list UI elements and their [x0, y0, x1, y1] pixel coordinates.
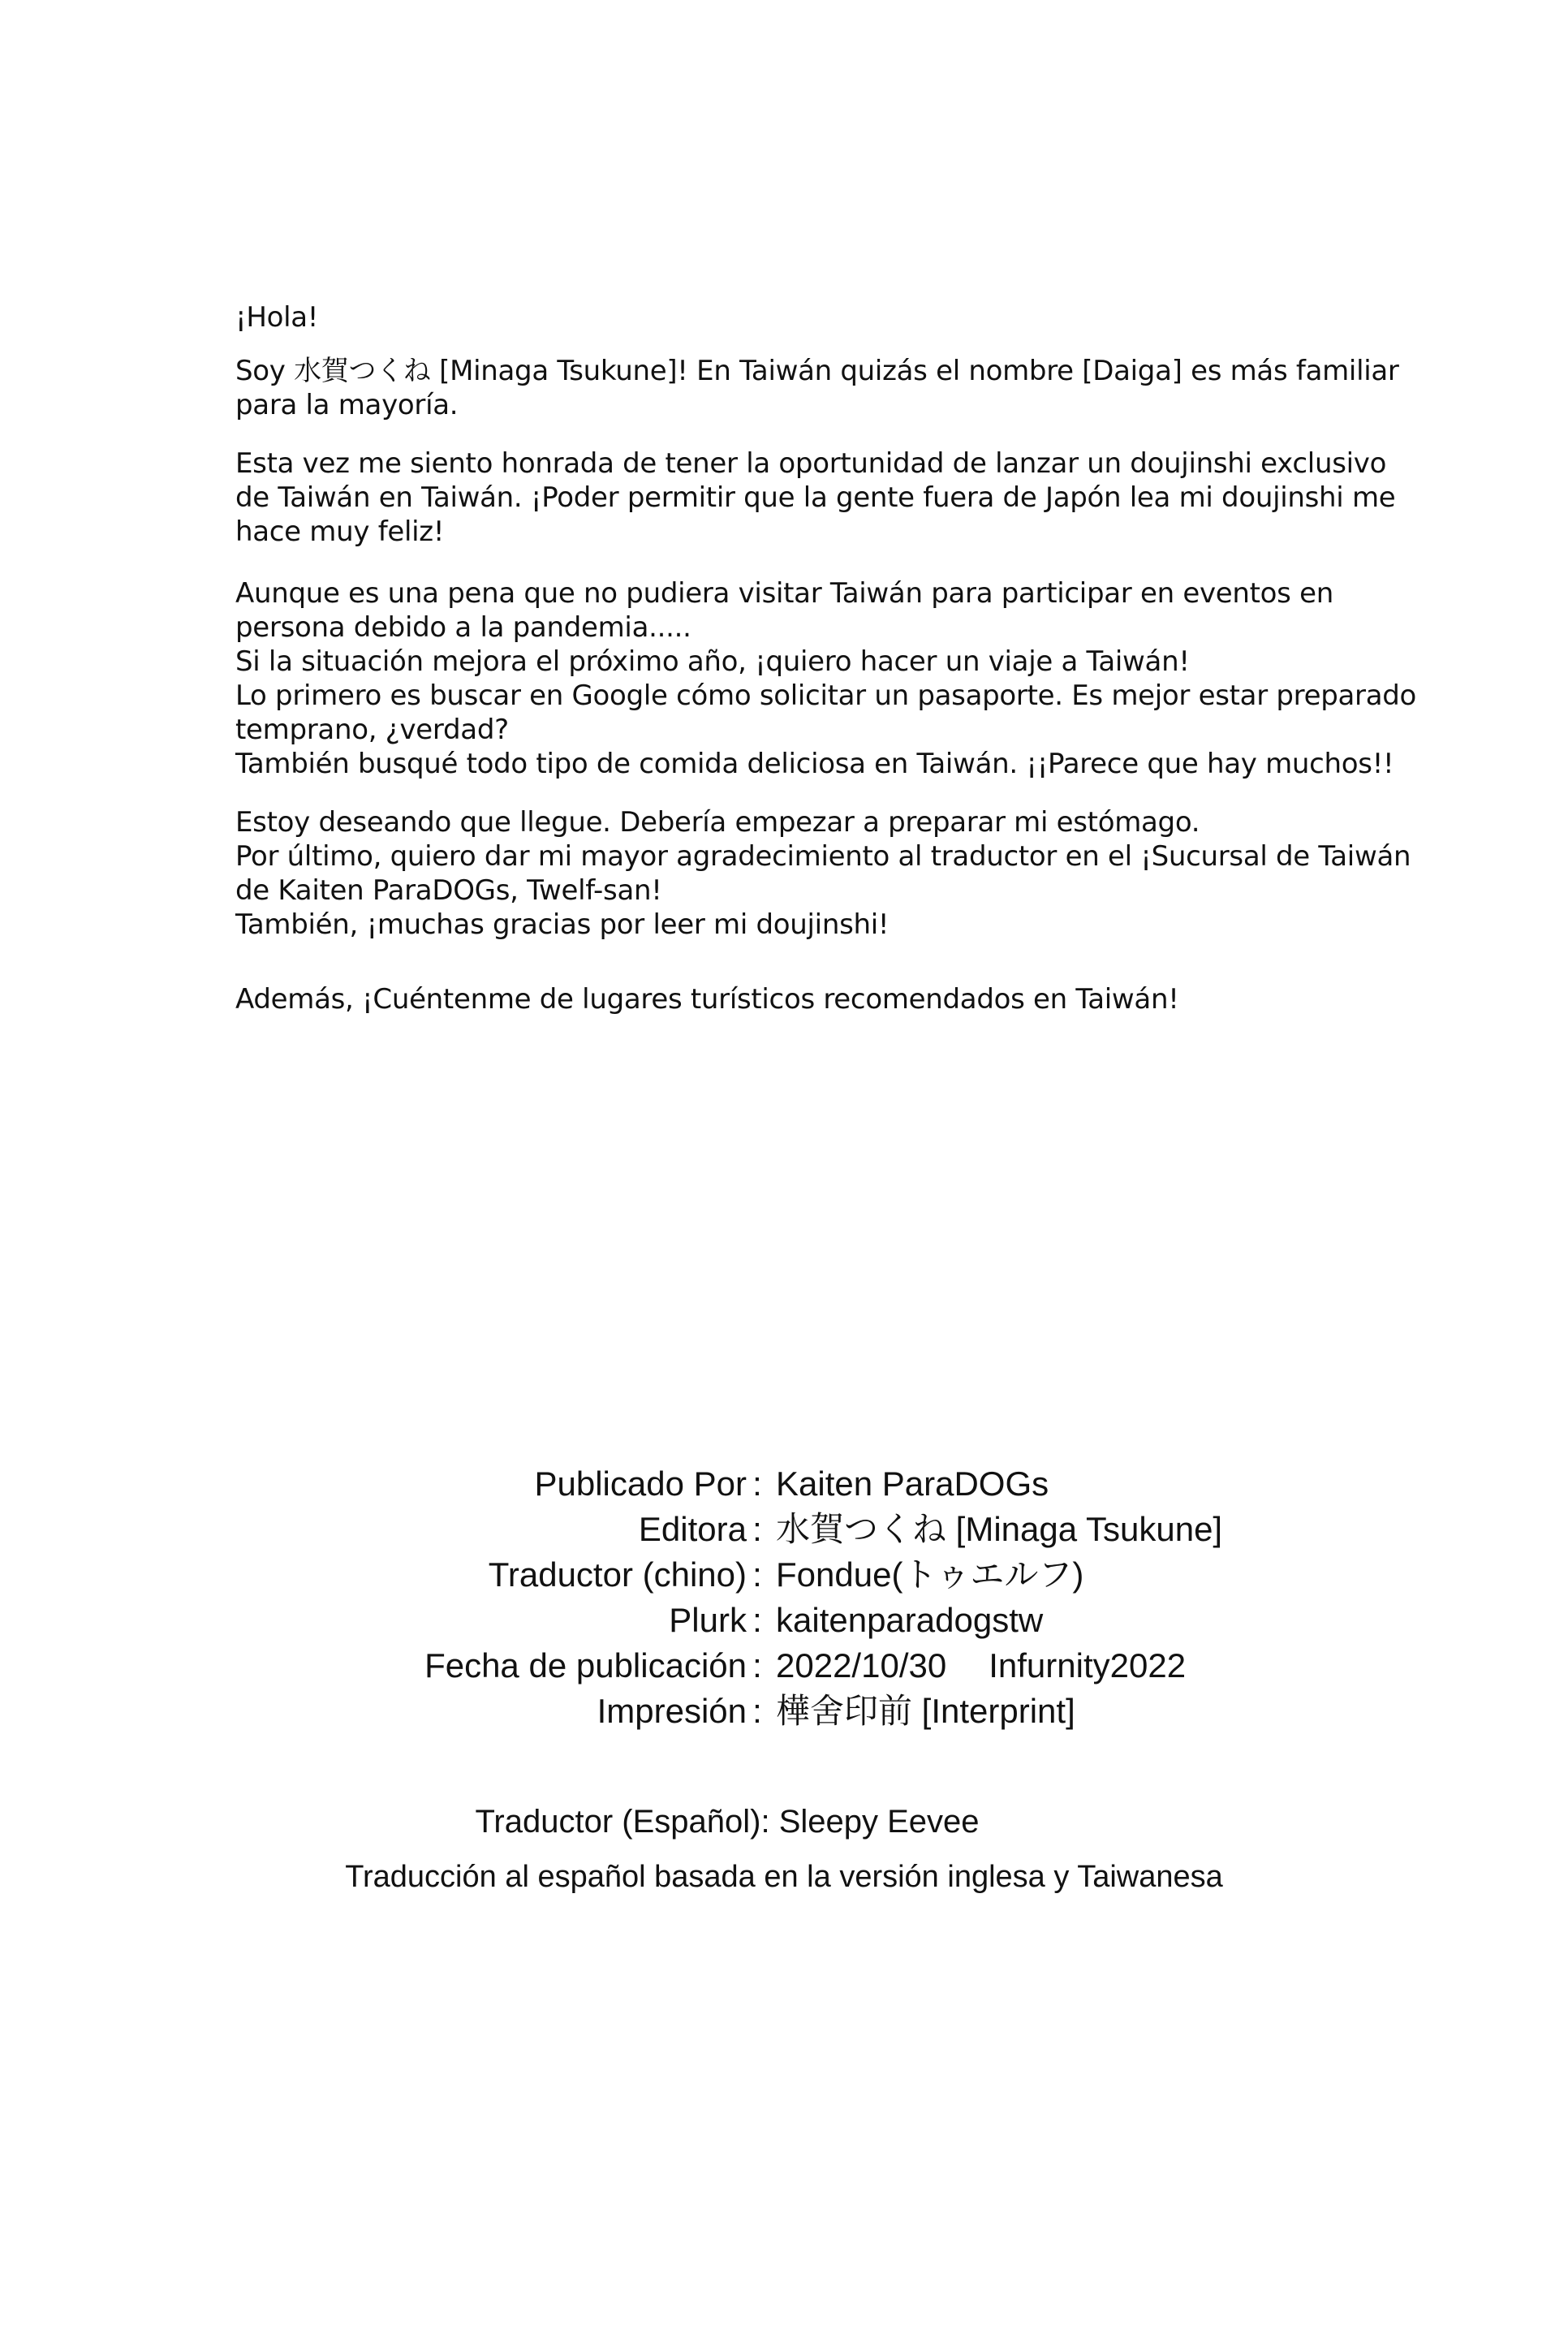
colophon-row-printer: [0, 1689, 1568, 1734]
colophon-colon: :: [752, 1555, 762, 1594]
colophon-label: Traductor (chino): [488, 1555, 747, 1594]
colophon-label: Fecha de publicación: [424, 1646, 747, 1684]
afterword-letter: [235, 300, 1428, 1016]
colophon-value: [776, 1643, 1186, 1689]
spanish-translator-credit: Traductor (Español): Sleepy Eevee: [475, 1804, 980, 1840]
colophon-colon: :: [752, 1601, 762, 1639]
letter-line-thanks-translator: Por último, quiero dar mi mayor agradecimiento al traductor en el ¡Sucursal de Taiwán de Kaiten ParaDOGs, Twelf-san!: [235, 840, 1411, 907]
translation-credits: [0, 1798, 1568, 1900]
letter-line-food: También busqué todo tipo de comida deliciosa en Taiwán. ¡¡Parece que hay muchos!!: [235, 748, 1394, 780]
letter-greeting: ¡Hola!: [235, 301, 319, 334]
colophon-colon: :: [752, 1464, 762, 1503]
colophon-row-translator-chinese: [0, 1552, 1568, 1598]
letter-line-tourist-spots: Además, ¡Cuéntenme de lugares turísticos recomendados en Taiwán!: [235, 983, 1179, 1016]
colophon: [0, 1461, 1568, 1734]
colophon-label: Publicado Por: [534, 1464, 747, 1503]
colophon-row-editor: [0, 1507, 1568, 1552]
letter-line-stomach: Estoy deseando que llegue. Debería empezar a preparar mi estómago.: [235, 806, 1200, 839]
colophon-colon: :: [752, 1510, 762, 1548]
letter-line-trip: Si la situación mejora el próximo año, ¡quiero hacer un viaje a Taiwán!: [235, 645, 1190, 678]
colophon-value: kaitenparadogstw: [776, 1601, 1044, 1639]
colophon-row-publisher: [0, 1461, 1568, 1507]
publication-date: 2022/10/30: [776, 1646, 947, 1684]
colophon-label: Editora: [638, 1510, 747, 1548]
colophon-value: 水賀つくね [Minaga Tsukune]: [776, 1510, 1223, 1548]
letter-line-passport: Lo primero es buscar en Google cómo solicitar un pasaporte. Es mejor estar preparado temprano, ¿verdad?: [235, 679, 1417, 746]
letter-line-thanks-reader: También, ¡muchas gracias por leer mi doujinshi!: [235, 908, 890, 941]
letter-paragraph-release: Esta vez me siento honrada de tener la oportunidad de lanzar un doujinshi exclusivo de Taiwán en Taiwán. ¡Poder permitir que la gente fuera de Japón lea mi doujinshi me hace muy feliz!: [235, 447, 1396, 548]
colophon-label: Impresión: [597, 1692, 747, 1730]
colophon-value: Kaiten ParaDOGs: [776, 1464, 1049, 1503]
colophon-value: 樺舍印前 [Interprint]: [776, 1692, 1075, 1730]
colophon-value: Fondue(トゥエルフ): [776, 1555, 1084, 1594]
colophon-colon: :: [752, 1646, 762, 1684]
event-name: Infurnity2022: [989, 1646, 1187, 1684]
colophon-row-plurk: [0, 1598, 1568, 1643]
colophon-row-publication-date: [0, 1643, 1568, 1689]
colophon-label: Plurk: [669, 1601, 747, 1639]
letter-paragraph-intro: Soy 水賀つくね [Minaga Tsukune]! En Taiwán quizás el nombre [Daiga] es más familiar para la mayoría.: [235, 355, 1399, 421]
translation-source-note: Traducción al español basada en la versión inglesa y Taiwanesa: [345, 1860, 1223, 1894]
colophon-colon: :: [752, 1692, 762, 1730]
letter-paragraph-pandemic: Aunque es una pena que no pudiera visitar Taiwán para participar en eventos en persona debido a la pandemia.....: [235, 577, 1333, 644]
